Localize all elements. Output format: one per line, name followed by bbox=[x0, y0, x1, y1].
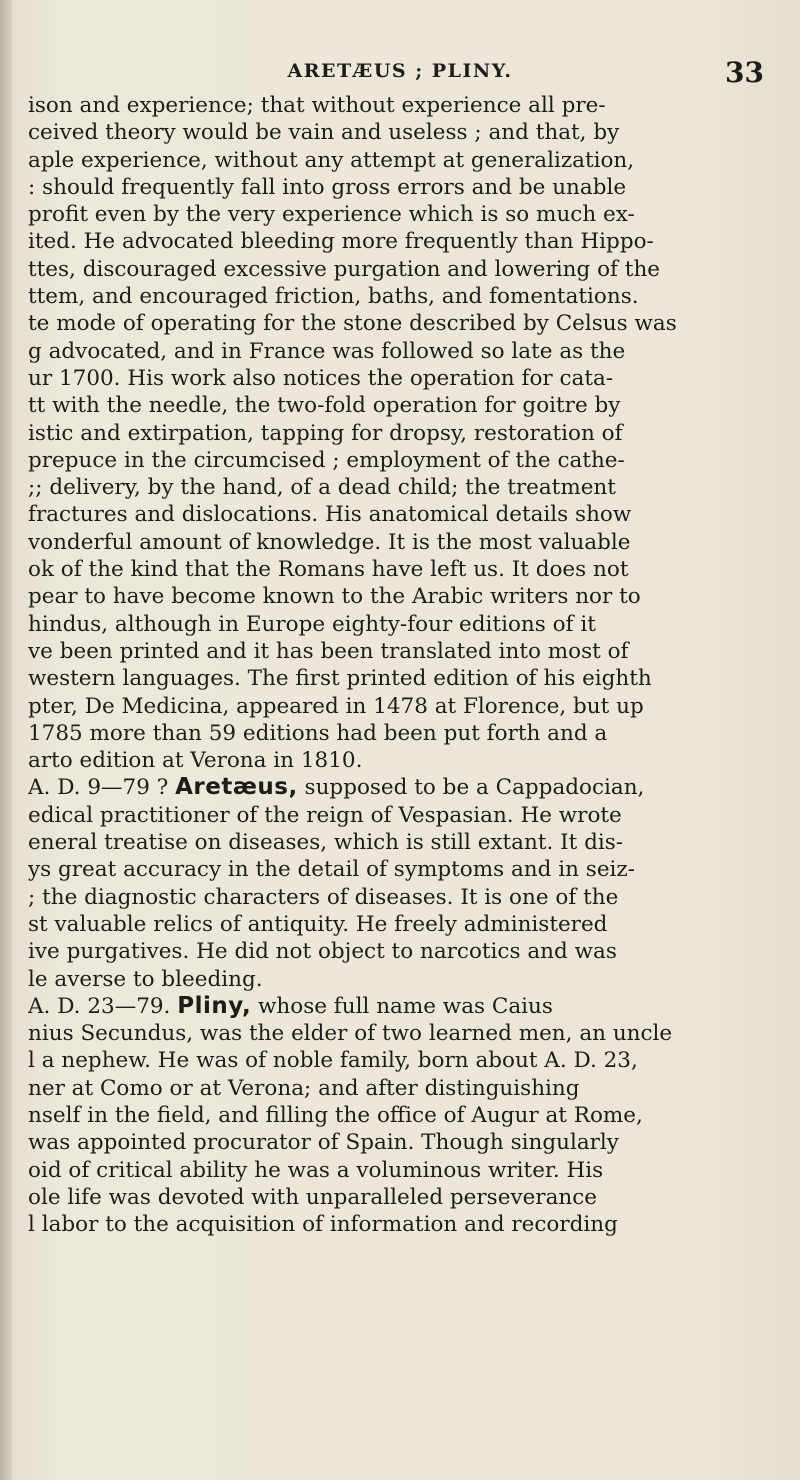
entry-date: A. D. 9—79 ? bbox=[28, 775, 176, 801]
running-head bbox=[0, 56, 800, 89]
text-line: ive purgatives. He did not object to narcotics and was bbox=[28, 939, 617, 965]
text-line: ited. He advocated bleeding more frequently than Hippo- bbox=[28, 229, 654, 255]
entry-line-pliny bbox=[28, 993, 768, 1020]
text-line: nius Secundus, was the elder of two learned men, an uncle bbox=[28, 1021, 673, 1047]
text-line: ur 1700. His work also notices the operation for cata- bbox=[28, 365, 614, 391]
text-line: l a nephew. He was of noble family, born about A. D. 23, bbox=[28, 1048, 638, 1074]
text-line: vonderful amount of knowledge. It is the most valuable bbox=[28, 529, 631, 555]
text-line: ison and experience; that without experience all pre- bbox=[28, 93, 606, 118]
text-line: fractures and dislocations. His anatomical details show bbox=[28, 502, 632, 528]
text-line: 1785 more than 59 editions had been put forth and a bbox=[28, 720, 608, 746]
text-line: g advocated, and in France was followed so late as the bbox=[28, 338, 626, 364]
text-line: ;; delivery, by the hand, of a dead child; the treatment bbox=[28, 475, 616, 501]
text-line: ys great accuracy in the detail of symptoms and in seiz- bbox=[28, 857, 636, 883]
text-line: istic and extirpation, tapping for dropsy, restoration of bbox=[28, 420, 623, 446]
text-line: aple experience, without any attempt at generalization, bbox=[28, 147, 635, 173]
entry-text: supposed to be a Cappadocian, bbox=[297, 775, 645, 801]
body-text bbox=[28, 92, 768, 1238]
page-gutter-shadow bbox=[0, 0, 12, 1480]
text-line: ; the diagnostic characters of diseases. It is one of the bbox=[28, 884, 619, 910]
entry-text: whose full name was Caius bbox=[251, 993, 553, 1019]
text-line: ttes, discouraged excessive purgation and lowering of the bbox=[28, 256, 661, 282]
text-line: l labor to the acquisition of information and recording bbox=[28, 1212, 618, 1238]
text-line: profit even by the very experience which is so much ex- bbox=[28, 202, 635, 228]
text-line: tt with the needle, the two-fold operation for goitre by bbox=[28, 393, 621, 419]
text-line: eneral treatise on diseases, which is still extant. It dis- bbox=[28, 830, 624, 856]
text-line: ve been printed and it has been translated into most of bbox=[28, 638, 629, 664]
text-line: was appointed procurator of Spain. Though singularly bbox=[28, 1130, 619, 1156]
text-line: hindus, although in Europe eighty-four editions of it bbox=[28, 611, 596, 637]
entry-line-aretaeus bbox=[28, 774, 768, 801]
text-line: nself in the field, and filling the office of Augur at Rome, bbox=[28, 1102, 643, 1128]
text-line: ok of the kind that the Romans have left us. It does not bbox=[28, 557, 629, 583]
text-line: st valuable relics of antiquity. He freely administered bbox=[28, 911, 608, 937]
text-line: te mode of operating for the stone described by Celsus was bbox=[28, 311, 677, 337]
entry-heading-aretaeus: Aretæus, bbox=[175, 774, 298, 801]
text-line: pter, De Medicina, appeared in 1478 at Florence, but up bbox=[28, 693, 644, 719]
entry-heading-pliny: Pliny, bbox=[177, 992, 252, 1019]
text-line: ttem, and encouraged friction, baths, and fomentations. bbox=[28, 284, 639, 310]
text-line: western languages. The first printed edition of his eighth bbox=[28, 666, 652, 692]
text-line: prepuce in the circumcised ; employment of the cathe- bbox=[28, 447, 625, 473]
page-number: 33 bbox=[725, 56, 764, 89]
text-line: pear to have become known to the Arabic writers nor to bbox=[28, 584, 641, 610]
text-line: edical practitioner of the reign of Vespasian. He wrote bbox=[28, 802, 622, 828]
text-line: ner at Como or at Verona; and after distinguishing bbox=[28, 1075, 580, 1101]
text-line: : should frequently fall into gross errors and be unable bbox=[28, 174, 627, 200]
text-line: arto edition at Verona in 1810. bbox=[28, 748, 363, 774]
entry-date: A. D. 23—79. bbox=[28, 993, 178, 1019]
text-line: le averse to bleeding. bbox=[28, 966, 263, 992]
text-line: oid of critical ability he was a voluminous writer. His bbox=[28, 1157, 604, 1183]
text-line: ceived theory would be vain and useless ; and that, by bbox=[28, 120, 620, 146]
text-line: ole life was devoted with unparalleled perseverance bbox=[28, 1184, 598, 1210]
running-title: ARETÆUS ; PLINY. bbox=[287, 60, 513, 82]
